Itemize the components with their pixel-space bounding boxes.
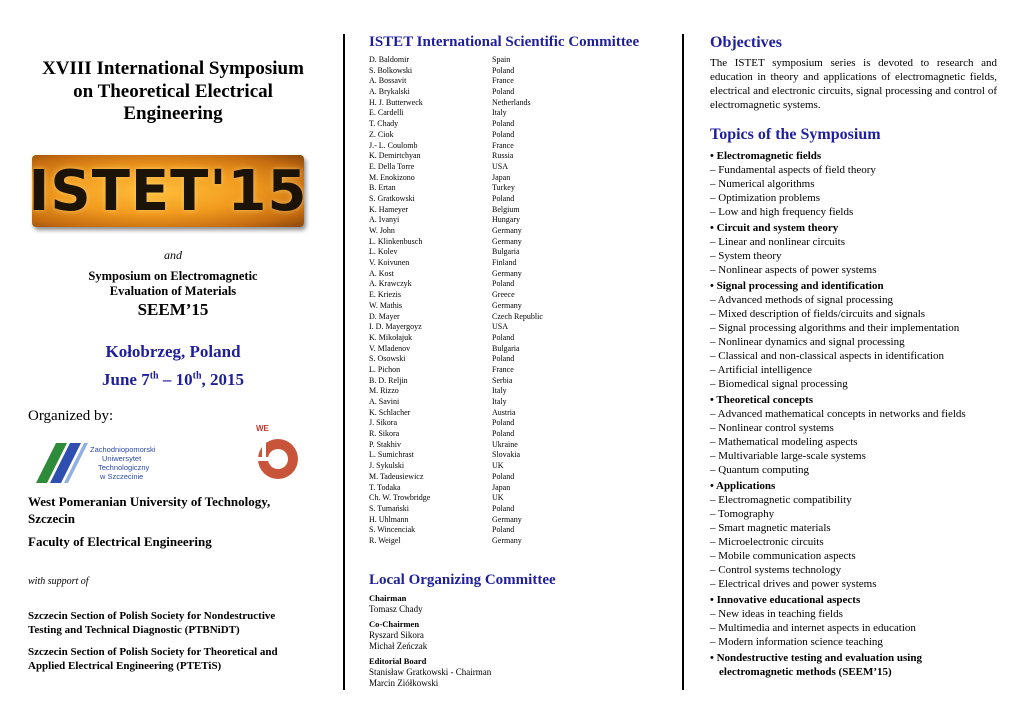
local-committee-group <box>369 619 669 652</box>
committee-member-row <box>369 493 669 504</box>
member-name: A. Brykalski <box>369 87 410 97</box>
topic-group <box>710 393 1010 477</box>
topic-item: – Mixed description of fields/circuits and signals <box>710 308 926 320</box>
symposium-title <box>28 58 318 126</box>
faculty-name: Faculty of Electrical Engineering <box>28 534 212 549</box>
member-country: Poland <box>492 503 515 513</box>
committee-member-row <box>369 483 669 494</box>
member-name: L. Kolev <box>369 247 398 257</box>
committee-member-row <box>369 215 669 226</box>
committee-member-row <box>369 397 669 408</box>
member-country: USA <box>492 161 509 171</box>
member-country: Netherlands <box>492 97 531 107</box>
member-name: J. Sykulski <box>369 461 405 471</box>
topic-group <box>710 479 1010 591</box>
seem-subtitle <box>28 269 318 299</box>
logo-text: ISTET'15 <box>28 158 308 224</box>
member-name: M. Tadeusiewicz <box>369 471 424 481</box>
society-ptetis: Szczecin Section of Polish Society for Theoretical and Applied Electrical Engineering (PTETiS) <box>28 646 278 672</box>
venue: Kołobrzeg, Poland <box>105 342 241 361</box>
committee-member-row <box>369 87 669 98</box>
committee-member-row <box>369 141 669 152</box>
topic-item: – Modern information science teaching <box>710 636 883 648</box>
topic-item: – Mobile communication aspects <box>710 550 856 562</box>
title-line: on Theoretical Electrical <box>73 80 273 102</box>
member-name: K. Demirtchyan <box>369 151 421 161</box>
member-name: E. Della Torre <box>369 161 415 171</box>
member-country: Poland <box>492 129 515 139</box>
committee-member-row <box>369 183 669 194</box>
objectives-text: The ISTET symposium series is devoted to research and education in theory and applications of electromagnetic fields, electrical and electronic circuits, signal processing and control of electromagnetic systems. <box>710 57 997 111</box>
member-country: Poland <box>492 65 515 75</box>
member-country: Spain <box>492 55 511 64</box>
member-name: Ch. W. Trowbridge <box>369 493 431 503</box>
committee-member-row <box>369 279 669 290</box>
topic-item: – Control systems technology <box>710 564 842 576</box>
topic-item: – Linear and nonlinear circuits <box>710 236 846 248</box>
member-name: Z. Ciok <box>369 129 394 139</box>
member-country: Italy <box>492 108 507 118</box>
member-name: S. Bolkowski <box>369 65 413 75</box>
zut-logo <box>34 435 214 485</box>
member-country: Hungary <box>492 215 520 225</box>
committee-member-row <box>369 344 669 355</box>
topic-item: – Electrical drives and power systems <box>710 578 877 590</box>
committee-member-row <box>369 536 669 547</box>
topic-item: – Smart magnetic materials <box>710 522 831 534</box>
member-country: Bulgaria <box>492 343 520 353</box>
university-name: West Pomeranian University of Technology, Szczecin <box>28 494 271 526</box>
member-country: Slovakia <box>492 450 520 460</box>
member-country: Italy <box>492 386 507 396</box>
topic-item: – Numerical algorithms <box>710 178 815 190</box>
member-name: J. Sikora <box>369 418 397 428</box>
committee-member-row <box>369 472 669 483</box>
committee-member-row <box>369 247 669 258</box>
committee-member-row <box>369 333 669 344</box>
member-name: I. D. Mayergoyz <box>369 322 422 332</box>
committee-member-row <box>369 354 669 365</box>
topic-item: – Nonlinear aspects of power systems <box>710 264 877 276</box>
we-emblem-icon <box>256 433 300 481</box>
committee-member-row <box>369 194 669 205</box>
committee-member-row <box>369 408 669 419</box>
seem-name: SEEM’15 <box>137 300 209 319</box>
istet-logo <box>28 155 308 227</box>
member-name: S. Wincenciak <box>369 525 416 535</box>
member-name: A. Ivanyi <box>369 215 400 225</box>
committee-member-row <box>369 162 669 173</box>
scientific-committee-heading: ISTET International Scientific Committee <box>369 34 640 50</box>
member-country: Poland <box>492 332 515 342</box>
local-person: Tomasz Chady <box>369 604 423 614</box>
topic-category: • Signal processing and identification <box>710 280 884 292</box>
member-country: Japan <box>492 172 511 182</box>
member-name: S. Gratkowski <box>369 193 415 203</box>
member-name: T. Chady <box>369 119 399 129</box>
member-country: Greece <box>492 290 515 300</box>
member-name: P. Stakhiv <box>369 439 402 449</box>
member-country: Germany <box>492 535 522 545</box>
topic-item: – Biomedical signal processing <box>710 378 848 390</box>
member-country: Belgium <box>492 204 520 214</box>
title-line: XVIII International Symposium <box>42 58 304 79</box>
member-country: Germany <box>492 514 522 524</box>
committee-member-row <box>369 525 669 536</box>
topic-group <box>710 221 1010 277</box>
topic-item: – System theory <box>710 250 782 262</box>
topics-heading: Topics of the Symposium <box>710 126 881 143</box>
member-country: Poland <box>492 87 515 97</box>
committee-member-row <box>369 301 669 312</box>
member-country: Poland <box>492 418 515 428</box>
topic-item: – Quantum computing <box>710 464 809 476</box>
committee-member-row <box>369 66 669 77</box>
member-name: H. J. Butterweck <box>369 97 423 107</box>
topic-group <box>710 279 1010 391</box>
committee-member-row <box>369 429 669 440</box>
topic-item: – Nonlinear control systems <box>710 422 834 434</box>
member-name: A. Krawczyk <box>369 279 412 289</box>
member-country: Poland <box>492 279 515 289</box>
member-name: E. Kriezis <box>369 290 401 300</box>
local-role: Chairman <box>369 593 407 603</box>
topic-item: – Signal processing algorithms and their implementation <box>710 322 960 334</box>
topic-item: – Fundamental aspects of field theory <box>710 164 876 176</box>
society-ptbnidt: Szczecin Section of Polish Society for Nondestructive Testing and Technical Diagnostic (PTBNiDT) <box>28 610 276 636</box>
member-name: R. Sikora <box>369 429 400 439</box>
committee-member-row <box>369 151 669 162</box>
member-country: Serbia <box>492 375 513 385</box>
member-name: L. Klinkenbusch <box>369 236 423 246</box>
topic-item: – Classical and non-classical aspects in identification <box>710 350 944 362</box>
member-name: K. Schlacher <box>369 407 411 417</box>
member-country: Germany <box>492 236 522 246</box>
column-divider-left <box>343 34 345 690</box>
member-name: V. Mladenov <box>369 343 411 353</box>
topic-category: • Theoretical concepts <box>710 394 814 406</box>
committee-member-row <box>369 130 669 141</box>
topics-list <box>710 149 1010 681</box>
topic-item: – Multimedia and internet aspects in education <box>710 622 916 634</box>
we-logo <box>256 424 300 484</box>
member-name: D. Mayer <box>369 311 400 321</box>
and-text: and <box>164 248 182 262</box>
member-name: B. Ertan <box>369 183 396 193</box>
local-committee-heading: Local Organizing Committee <box>369 572 556 588</box>
zut-stripes-icon <box>34 435 90 485</box>
seem-subtitle-line: Evaluation of Materials <box>109 284 237 298</box>
local-person: Stanisław Gratkowski - Chairman <box>369 667 492 677</box>
committee-member-row <box>369 237 669 248</box>
topic-item: – New ideas in teaching fields <box>710 608 843 620</box>
member-country: Germany <box>492 226 522 235</box>
member-country: Italy <box>492 397 507 406</box>
objectives-heading: Objectives <box>710 34 782 51</box>
member-country: France <box>492 76 514 86</box>
seem-subtitle-line: Symposium on Electromagnetic <box>88 269 258 283</box>
title-line: Engineering <box>123 103 223 124</box>
member-name: A. Kost <box>369 268 394 278</box>
member-country: Russia <box>492 151 514 161</box>
committee-member-row <box>369 376 669 387</box>
topic-category: • Circuit and system theory <box>710 222 839 234</box>
committee-member-row <box>369 55 669 66</box>
member-country: Germany <box>492 300 522 310</box>
member-name: B. D. Reljin <box>369 375 408 385</box>
topic-category: • Nondestructive testing and evaluation using <box>710 652 922 664</box>
member-country: Poland <box>492 471 515 481</box>
member-country: Austria <box>492 407 516 417</box>
member-name: K. Mikołajuk <box>369 332 413 342</box>
committee-member-row <box>369 515 669 526</box>
committee-member-row <box>369 226 669 237</box>
committee-member-row <box>369 290 669 301</box>
member-country: Germany <box>492 268 522 278</box>
member-country: Turkey <box>492 183 515 193</box>
member-country: UK <box>492 461 504 471</box>
member-country: Poland <box>492 354 515 364</box>
committee-member-row <box>369 504 669 515</box>
member-country: USA <box>492 322 509 332</box>
member-name: W. Mathis <box>369 300 403 310</box>
topic-group <box>710 149 1010 219</box>
member-name: V. Koivunen <box>369 258 410 268</box>
member-country: Poland <box>492 429 515 439</box>
committee-members-list <box>369 55 669 547</box>
member-country: France <box>492 364 514 374</box>
topic-item: – Microelectronic circuits <box>710 536 824 548</box>
local-committee-group <box>369 593 669 615</box>
topic-category: • Applications <box>710 480 776 492</box>
member-name: M. Enokizono <box>369 172 415 182</box>
we-logo-text: WE <box>256 424 269 433</box>
topic-item: – Electromagnetic compatibility <box>710 494 852 506</box>
local-committee-group <box>369 656 669 689</box>
topic-item: – Optimization problems <box>710 192 820 204</box>
committee-member-row <box>369 461 669 472</box>
member-name: J.- L. Coulomb <box>369 140 418 150</box>
member-country: France <box>492 140 514 150</box>
topic-item: – Nonlinear dynamics and signal processing <box>710 336 905 348</box>
member-name: L. Pichon <box>369 364 401 374</box>
member-name: E. Cardelli <box>369 108 404 118</box>
local-committee-list <box>369 593 669 693</box>
topic-group <box>710 593 1010 649</box>
topic-item: – Advanced methods of signal processing <box>710 294 893 306</box>
member-country: Bulgaria <box>492 247 520 257</box>
member-name: H. Uhlmann <box>369 514 409 524</box>
zut-logo-text: Zachodniopomorski Uniwersytet Technologiczny w Szczecinie <box>90 445 156 481</box>
committee-member-row <box>369 76 669 87</box>
topic-group <box>710 651 1010 679</box>
committee-member-row <box>369 269 669 280</box>
committee-member-row <box>369 98 669 109</box>
member-country: UK <box>492 493 504 503</box>
topic-item: – Tomography <box>710 508 775 520</box>
topic-item: electromagnetic methods (SEEM’15) <box>719 666 892 678</box>
topic-category: • Electromagnetic fields <box>710 150 822 162</box>
local-role: Co-Chairmen <box>369 619 420 629</box>
member-name: D. Baldomir <box>369 55 409 64</box>
member-name: T. Todaka <box>369 482 401 492</box>
topic-item: – Multivariable large-scale systems <box>710 450 866 462</box>
member-name: A. Savini <box>369 397 400 406</box>
support-label: with support of <box>28 576 89 587</box>
member-country: Japan <box>492 482 511 492</box>
committee-member-row <box>369 322 669 333</box>
member-country: Poland <box>492 193 515 203</box>
local-person: Ryszard Sikora <box>369 630 424 640</box>
member-name: L. Sumichrast <box>369 450 414 460</box>
column-divider-right <box>682 34 684 690</box>
local-role: Editorial Board <box>369 656 427 666</box>
committee-member-row <box>369 173 669 184</box>
topic-item: – Low and high frequency fields <box>710 206 854 218</box>
topic-item: – Advanced mathematical concepts in networks and fields <box>710 408 966 420</box>
member-name: W. John <box>369 226 395 235</box>
topic-item: – Mathematical modeling aspects <box>710 436 858 448</box>
committee-member-row <box>369 440 669 451</box>
member-name: S. Tumański <box>369 503 410 513</box>
member-name: S. Osowski <box>369 354 406 364</box>
member-country: Finland <box>492 258 517 268</box>
member-country: Czech Republic <box>492 311 543 321</box>
member-country: Poland <box>492 119 515 129</box>
member-name: M. Rizzo <box>369 386 399 396</box>
committee-member-row <box>369 418 669 429</box>
committee-member-row <box>369 108 669 119</box>
local-person: Michał Zeńczak <box>369 641 428 651</box>
topic-item: – Artificial intelligence <box>710 364 813 376</box>
committee-member-row <box>369 258 669 269</box>
committee-member-row <box>369 205 669 216</box>
member-country: Ukraine <box>492 439 518 449</box>
member-name: K. Hameyer <box>369 204 409 214</box>
committee-member-row <box>369 312 669 323</box>
member-name: A. Bossavit <box>369 76 407 86</box>
member-country: Poland <box>492 525 515 535</box>
committee-member-row <box>369 365 669 376</box>
member-name: R. Weigel <box>369 535 401 545</box>
topic-category: • Innovative educational aspects <box>710 594 861 606</box>
event-date: June 7th – 10th, 2015 <box>101 370 245 389</box>
local-person: Marcin Ziółkowski <box>369 678 439 688</box>
organized-by-label: Organized by: <box>28 408 114 424</box>
committee-member-row <box>369 386 669 397</box>
committee-member-row <box>369 450 669 461</box>
committee-member-row <box>369 119 669 130</box>
